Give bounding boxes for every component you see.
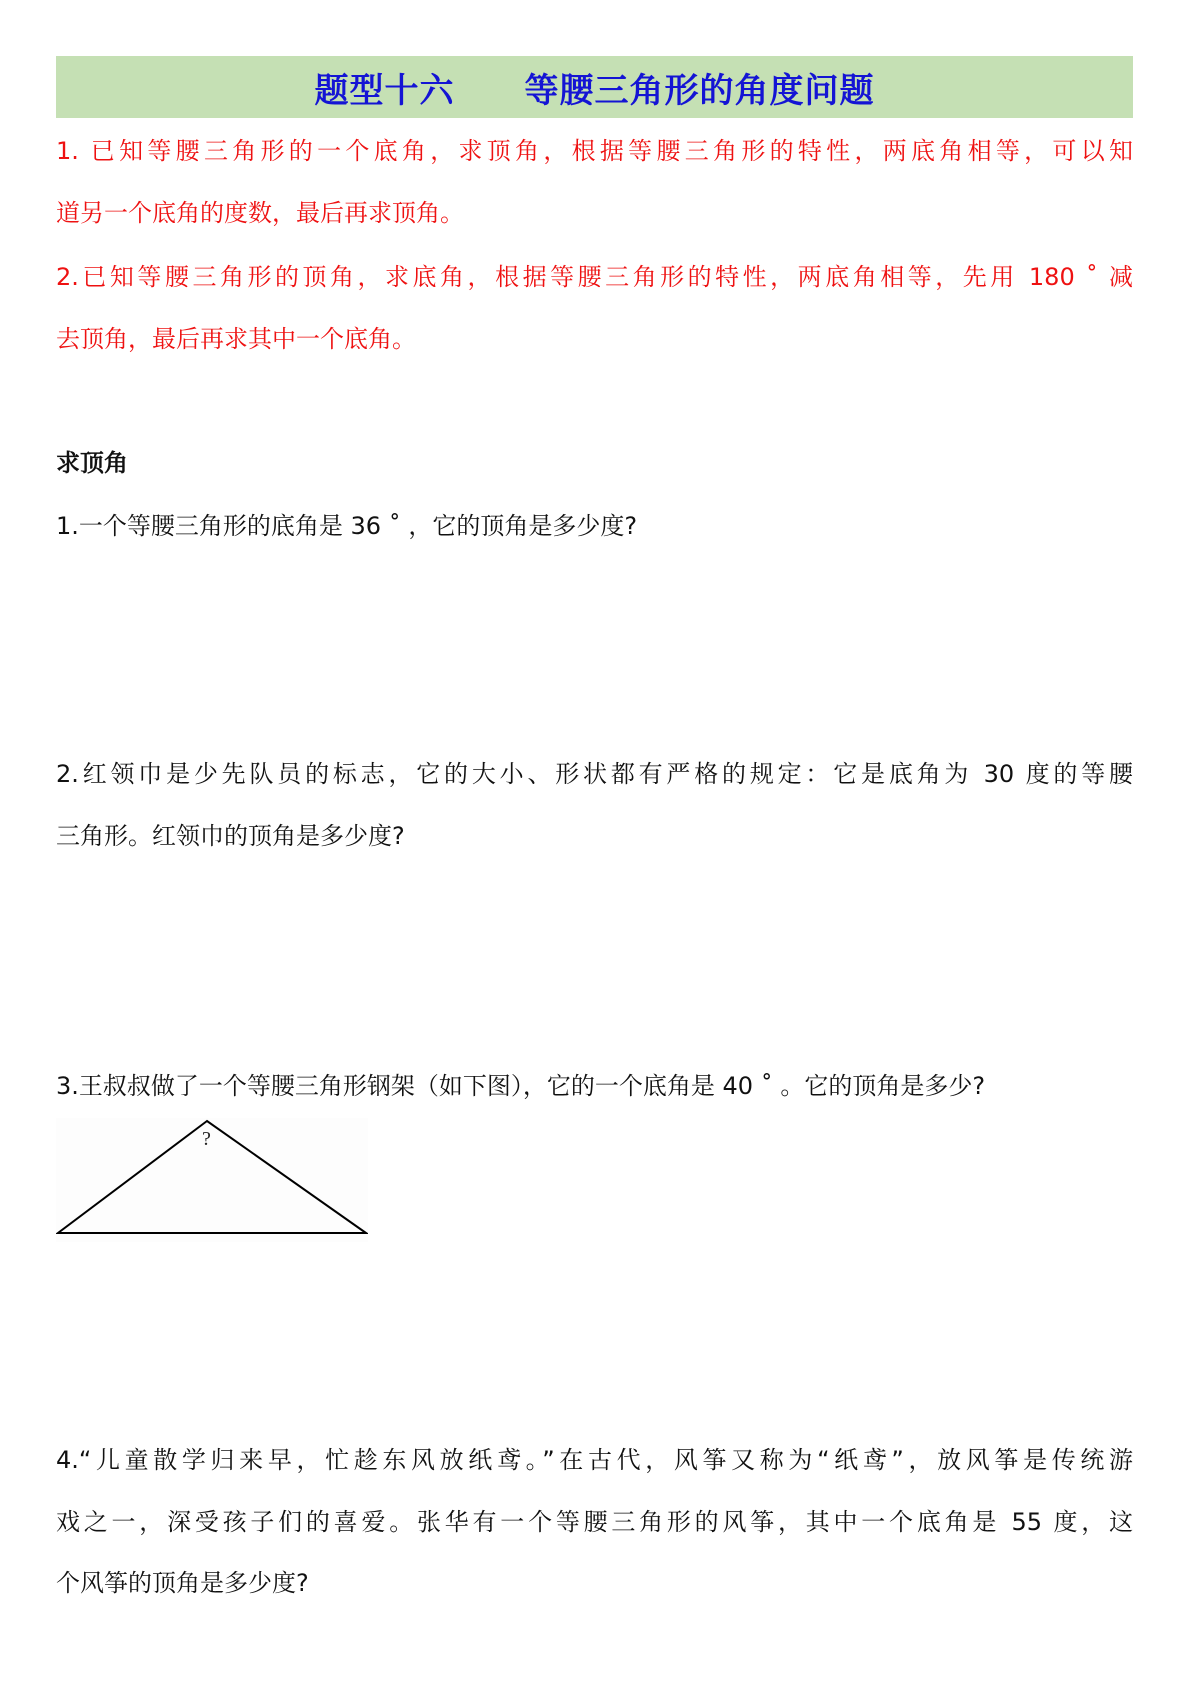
question-text: 三角形。红领巾的顶角是多少度?: [56, 822, 405, 850]
tip-line: 2.已知等腰三角形的顶角，求底角，根据等腰三角形的特性，两底角相等，先用 180 ˚ 减: [56, 263, 1133, 291]
tip-line: 道另一个底角的度数，最后再求顶角。: [56, 199, 464, 227]
isosceles-triangle-icon: [56, 1118, 368, 1242]
page-title: 题型十六 等腰三角形的角度问题: [314, 70, 875, 111]
question-text: 3.王叔叔做了一个等腰三角形钢架（如下图），它的一个底角是 40 ˚ 。它的顶角是多少?: [56, 1072, 986, 1100]
tip-line: 1. 已知等腰三角形的一个底角，求顶角，根据等腰三角形的特性，两底角相等，可以知: [56, 137, 1133, 165]
question-text: 戏之一，深受孩子们的喜爱。张华有一个等腰三角形的风筝，其中一个底角是 55 度，这: [56, 1508, 1133, 1536]
question-text: 1.一个等腰三角形的底角是 36 ˚ ，它的顶角是多少度?: [56, 512, 638, 540]
triangle-figure: [56, 1118, 368, 1242]
section-heading: 求顶角: [56, 448, 128, 477]
question-text: 2.红领巾是少先队员的标志，它的大小、形状都有严格的规定：它是底角为 30 度的等腰: [56, 760, 1133, 788]
title-banner: [56, 56, 1133, 118]
question-text: 4.“儿童散学归来早，忙趁东风放纸鸢。”在古代，风筝又称为“纸鸢”，放风筝是传统游: [56, 1446, 1133, 1474]
apex-angle-label: ?: [202, 1128, 211, 1150]
tip-line: 去顶角，最后再求其中一个底角。: [56, 325, 416, 353]
question-text: 个风筝的顶角是多少度?: [56, 1569, 309, 1597]
